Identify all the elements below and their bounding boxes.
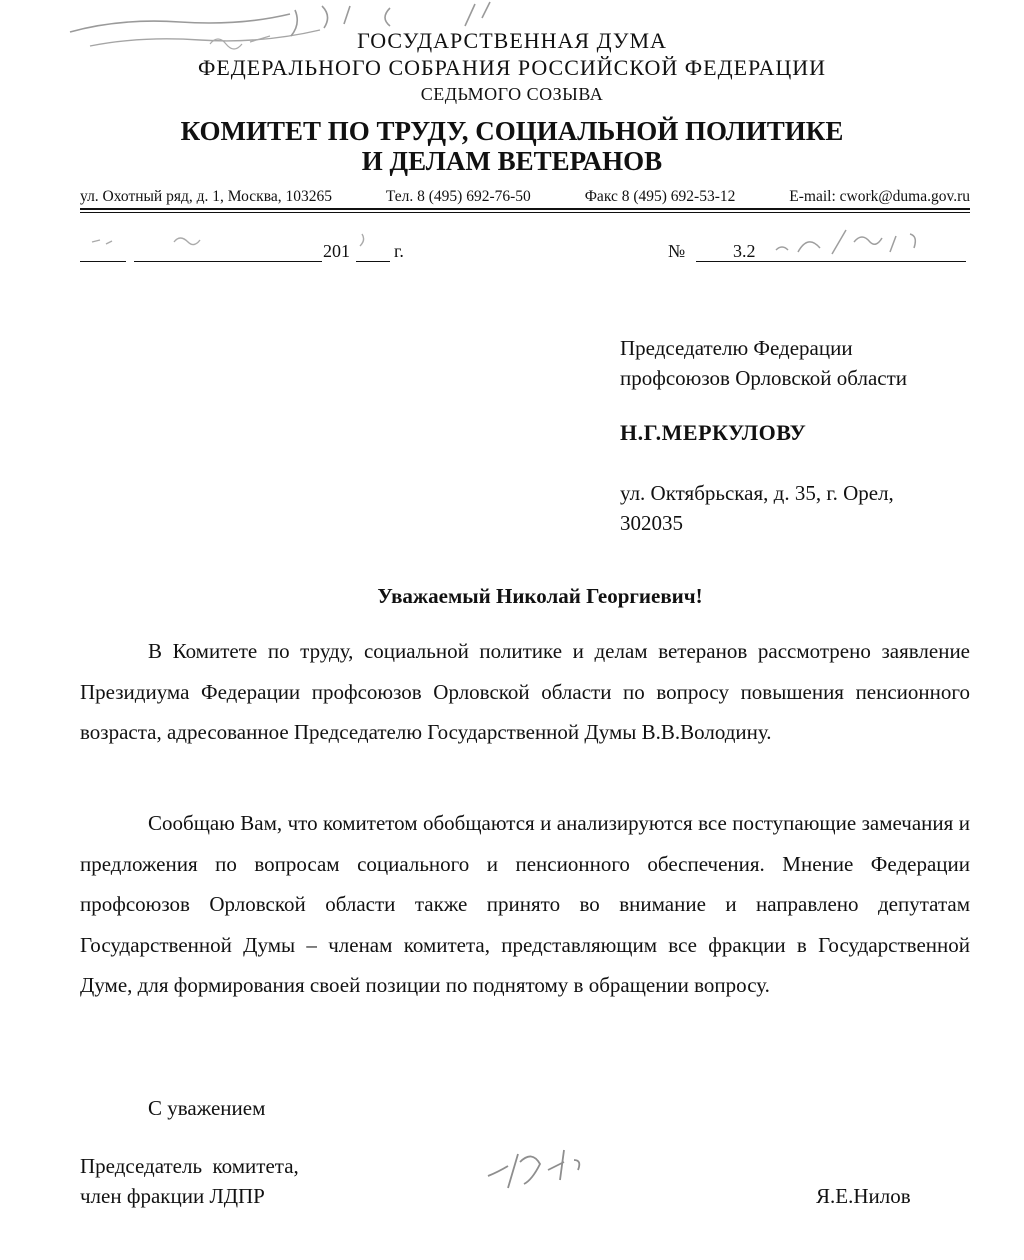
addressee-address bbox=[620, 478, 894, 538]
letterhead-line2: ФЕДЕРАЛЬНОГО СОБРАНИЯ РОССИЙСКОЙ ФЕДЕРАЦИИ bbox=[197, 55, 826, 80]
addressee-address-line1: ул. Октябрьская, д. 35, г. Орел, bbox=[620, 481, 894, 505]
signer-title-line1: Председатель комитета, bbox=[80, 1154, 299, 1178]
addressee-line2: профсоюзов Орловской области bbox=[620, 366, 907, 390]
registration-number: 3.2 bbox=[733, 241, 756, 261]
contact-email: E-mail: cwork@duma.gov.ru bbox=[789, 188, 970, 205]
handwritten-number-mark bbox=[770, 226, 940, 260]
addressee-position bbox=[620, 333, 907, 393]
contact-address: ул. Охотный ряд, д. 1, Москва, 103265 bbox=[80, 188, 332, 205]
date-day-underline bbox=[80, 261, 126, 262]
signer-title bbox=[80, 1151, 299, 1211]
letterhead-line3: СЕДЬМОГО СОЗЫВА bbox=[420, 84, 604, 104]
body-paragraph-1: В Комитете по труду, социальной политике и делам ветеранов рассмотрено заявление Президиума Федерации профсоюзов Орловской области по вопросу повышения пенсионного возраста, адресованное Председателю Государственной Думы В.В.Володину. bbox=[80, 639, 970, 744]
contact-fax: Факс 8 (495) 692-53-12 bbox=[584, 188, 736, 205]
greeting: Уважаемый Николай Георгиевич! bbox=[377, 584, 703, 608]
header-rule-thick bbox=[80, 208, 970, 210]
committee-name-line2: И ДЕЛАМ ВЕТЕРАНОВ bbox=[361, 146, 663, 176]
closing-regards: С уважением bbox=[148, 1096, 266, 1120]
handwritten-date-mark bbox=[86, 228, 406, 258]
committee-name-line1: КОМИТЕТ ПО ТРУДУ, СОЦИАЛЬНОЙ ПОЛИТИКЕ bbox=[180, 116, 844, 146]
letterhead-line1: ГОСУДАРСТВЕННАЯ ДУМА bbox=[357, 28, 667, 53]
signer-title-line2: член фракции ЛДПР bbox=[80, 1184, 265, 1208]
date-year-suffix: г. bbox=[394, 241, 404, 261]
number-sign: № bbox=[668, 241, 686, 261]
signer-name: Я.Е.Нилов bbox=[816, 1184, 911, 1208]
addressee-line1: Председателю Федерации bbox=[620, 336, 853, 360]
header-rule-thin bbox=[80, 212, 970, 213]
addressee-name: Н.Г.МЕРКУЛОВУ bbox=[620, 420, 807, 445]
date-year-prefix: 201 bbox=[323, 241, 350, 261]
contact-line bbox=[80, 188, 970, 206]
date-year-underline bbox=[356, 261, 390, 262]
contact-phone: Тел. 8 (495) 692-76-50 bbox=[385, 188, 531, 205]
handwritten-signature bbox=[478, 1140, 598, 1200]
date-month-underline bbox=[134, 261, 322, 262]
body-paragraph-2: Сообщаю Вам, что комитетом обобщаются и анализируются все поступающие замечания и предложения по вопросам социального и пенсионного обеспечения. Мнение Федерации профсоюзов Орловской области также принято во внимание и направлено депутатам Государственной Думы – членам комитета, представляющим все фракции в Государственной Думе, для формирования своей позиции по поднятому в обращении вопросу. bbox=[80, 811, 970, 997]
addressee-address-line2: 302035 bbox=[620, 511, 683, 535]
